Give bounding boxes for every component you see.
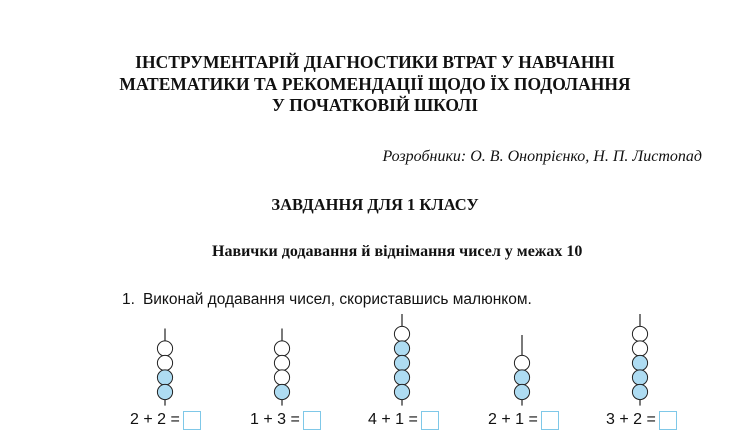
task-number: 1. (122, 291, 135, 308)
equation-3 (368, 410, 439, 430)
task-text: Виконай додавання чисел, скориставшись малюнком. (142, 291, 532, 308)
answer-box[interactable] (303, 411, 321, 430)
bead-blue (394, 384, 409, 399)
bead-white (274, 370, 289, 385)
bead-blue (157, 384, 172, 399)
title-line-2: МАТЕМАТИКИ ТА РЕКОМЕНДАЦІЇ ЩОДО ЇХ ПОДОЛАННЯ (119, 73, 631, 94)
abacus-3 (394, 314, 409, 406)
equation-5 (606, 410, 677, 430)
bead-white (514, 355, 529, 370)
bead-blue (514, 384, 529, 399)
equation-1 (130, 410, 201, 430)
title-line-1: ІНСТРУМЕНТАРІЙ ДІАГНОСТИКИ ВТРАТ У НАВЧАННІ (135, 52, 615, 72)
equation-text: 1 + 3 = (250, 411, 300, 428)
bead-white (394, 326, 409, 341)
bead-blue (514, 370, 529, 385)
equation-4 (488, 410, 559, 430)
equation-text: 2 + 1 = (488, 411, 538, 428)
bead-white (632, 326, 647, 341)
section-subtitle: Навички додавання й віднімання чисел у межах 10 (212, 243, 583, 260)
bead-white (274, 341, 289, 356)
bead-blue (394, 341, 409, 356)
bead-blue (394, 355, 409, 370)
bead-blue (274, 384, 289, 399)
abacus-2 (274, 329, 289, 406)
section-title: ЗАВДАННЯ ДЛЯ 1 КЛАСУ (271, 195, 479, 214)
answer-box[interactable] (183, 411, 201, 430)
bead-blue (632, 355, 647, 370)
bead-white (157, 341, 172, 356)
bead-white (157, 355, 172, 370)
abacus-1 (157, 329, 172, 406)
abacus-5 (632, 314, 647, 406)
equation-text: 4 + 1 = (368, 411, 418, 428)
answer-box[interactable] (421, 411, 439, 430)
authors-line: Розробники: О. В. Онопрієнко, Н. П. Листопад (382, 148, 702, 165)
bead-blue (632, 384, 647, 399)
answer-box[interactable] (541, 411, 559, 430)
abacus-4 (514, 335, 529, 406)
bead-blue (394, 370, 409, 385)
answer-box[interactable] (659, 411, 677, 430)
bead-white (274, 355, 289, 370)
bead-white (632, 341, 647, 356)
equation-2 (250, 410, 321, 430)
title-line-3: У ПОЧАТКОВІЙ ШКОЛІ (271, 95, 479, 115)
equation-text: 3 + 2 = (606, 411, 656, 428)
bead-blue (157, 370, 172, 385)
equation-text: 2 + 2 = (130, 411, 180, 428)
bead-blue (632, 370, 647, 385)
